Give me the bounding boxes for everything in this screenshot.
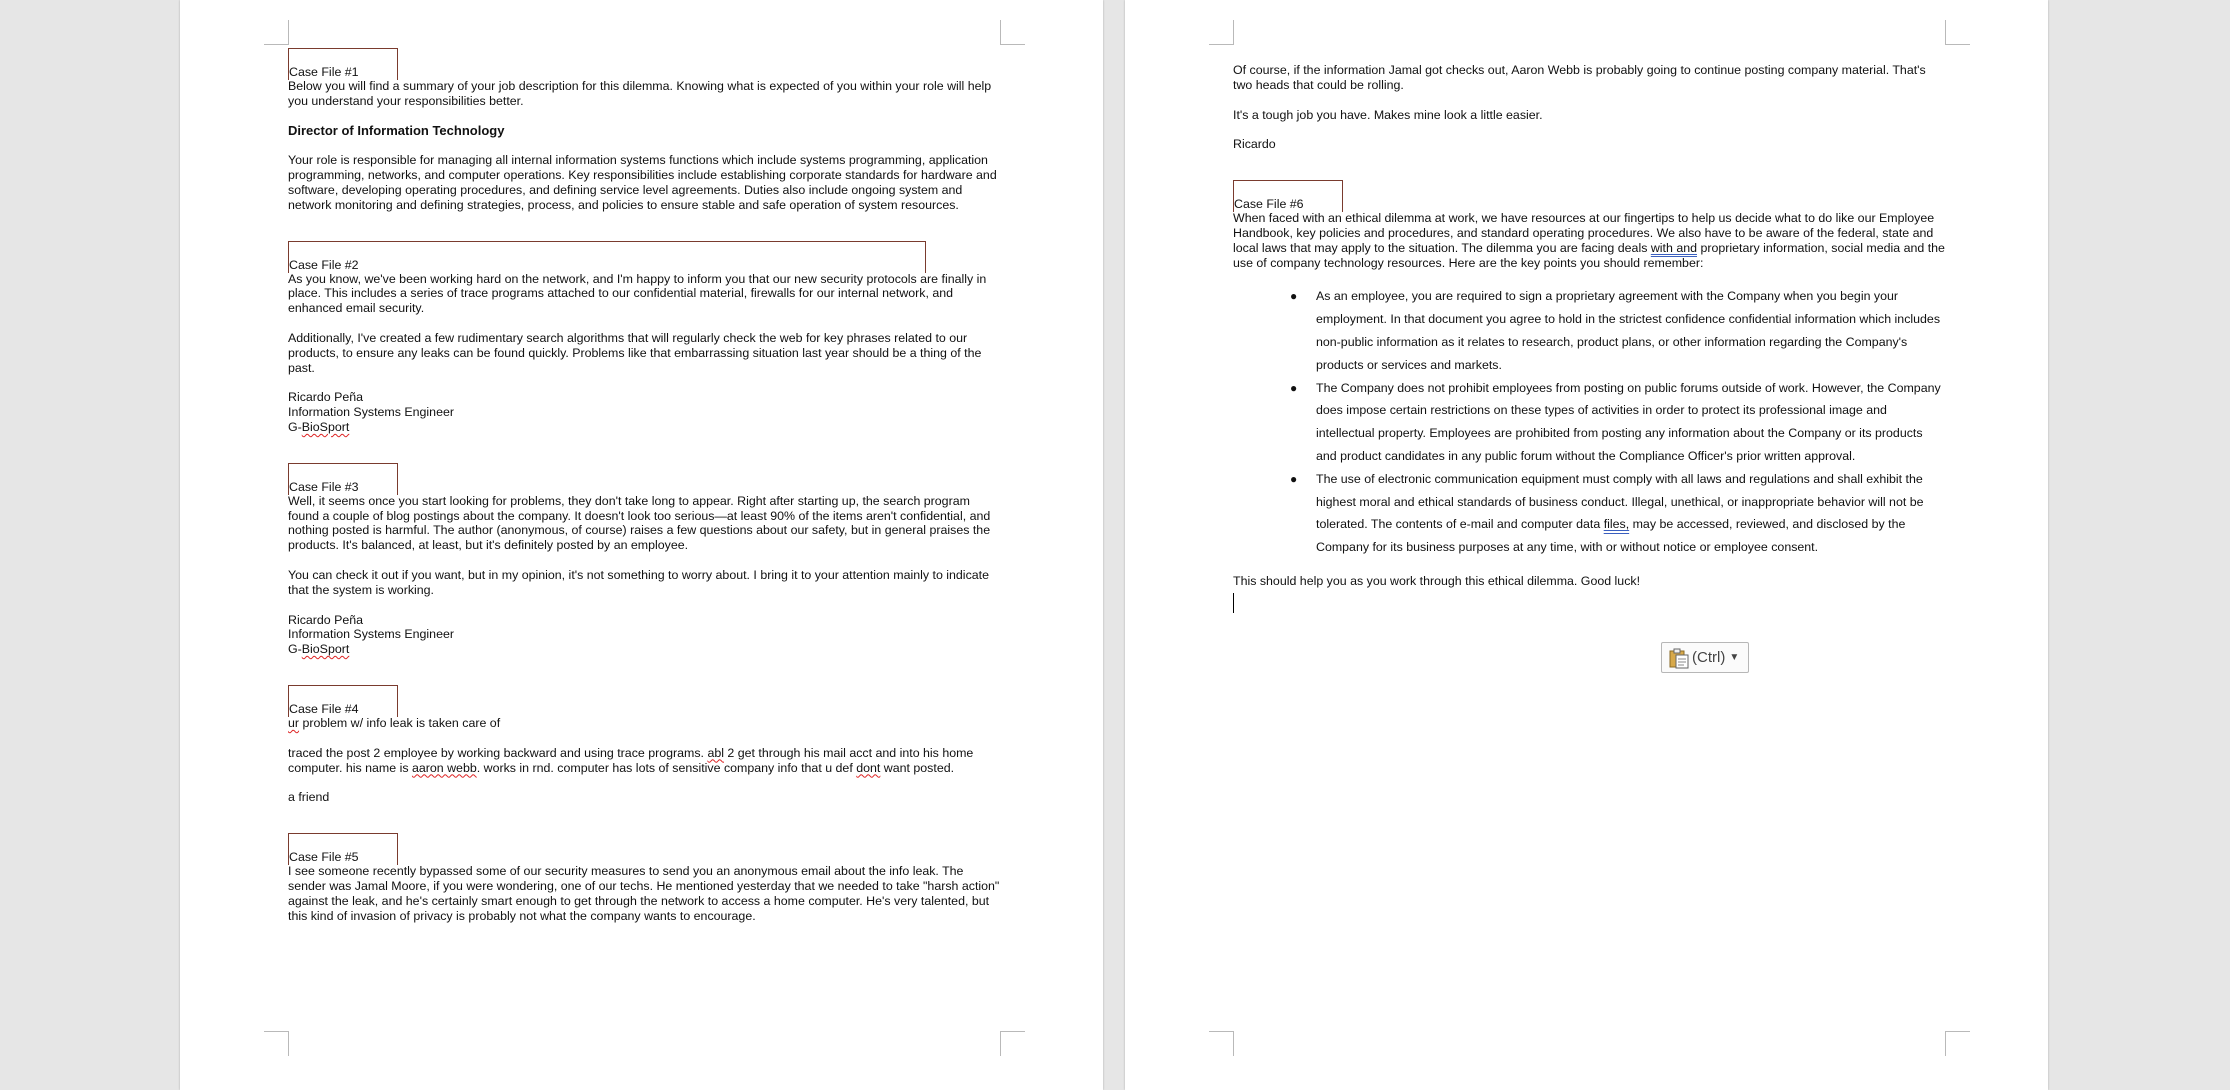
- bullet-icon: ●: [1290, 471, 1298, 486]
- bullet-icon: ●: [1290, 289, 1298, 304]
- case-file-4-label: Case File #4: [289, 701, 359, 716]
- case-5-paragraph-1: I see someone recently bypassed some of our security measures to send you an anonymous email about the info leak. The sender was Jamal Moore, if you were wondering, one of our techs. He mentioned yesterday that we needed to take "harsh action" against the leak, and he's certainly smart enough to get through the network to access a home computer. He's very talented, but this kind of invasion of privacy is probably not what the company wants to encourage.: [288, 864, 1000, 923]
- case-file-2-tab: [288, 241, 1000, 272]
- spelling-error-mark: BioSport: [301, 642, 350, 657]
- case-6-intro: When faced with an ethical dilemma at work, we have resources at our fingertips to help us decide what to do like our Employee Handbook, key policies and procedures, and standard operating procedures. We also have to be aware of the federal, state and local laws that may apply to the situation. The dilemma you are facing deals with and proprietary information, social media and the use of company technology resources. Here are the key points you should remember:: [1233, 211, 1945, 270]
- continuation-paragraph-1: Of course, if the information Jamal got checks out, Aaron Webb is probably going to continue posting company material. That's two heads that could be rolling.: [1233, 63, 1926, 92]
- chevron-down-icon: ▼: [1729, 652, 1740, 663]
- case-2-paragraph-1: As you know, we've been working hard on the network, and I'm happy to inform you that our new security protocols are finally in place. This includes a series of trace programs attached to our confidential material, firewalls for our internal network, and enhanced email security.: [288, 271, 987, 316]
- case-4-line-1: ur problem w/ info leak is taken care of: [288, 715, 501, 730]
- closing-line: This should help you as you work through this ethical dilemma. Good luck!: [1233, 573, 1641, 588]
- case-file-2-label: Case File #2: [289, 257, 359, 272]
- case-3-signature-title: Information Systems Engineer: [288, 627, 454, 642]
- crop-mark-top-right: [1945, 20, 1970, 45]
- case-2-signature-name: Ricardo Peña: [288, 390, 364, 405]
- case-2-signature-title: Information Systems Engineer: [288, 405, 454, 420]
- case-file-3-tab: [288, 463, 1000, 494]
- crop-mark-top-left: [1209, 20, 1234, 45]
- grammar-error-mark: files,: [1603, 517, 1630, 532]
- crop-mark-top-right: [1000, 20, 1025, 45]
- case-2-signature-company: G-BioSport: [288, 419, 350, 434]
- case-4-paragraph-2: traced the post 2 employee by working backward and using trace programs. abl 2 get through his mail acct and into his home computer. his name is aaron webb. works in rnd. computer has lots of sensitive company info that u def dont want posted.: [288, 745, 974, 775]
- crop-mark-bottom-right: [1945, 1031, 1970, 1056]
- key-points-list: [1233, 285, 1945, 559]
- case-1-intro: Below you will find a summary of your job description for this dilemma. Knowing what is expected of you within your role will help you understand your responsibilities better.: [288, 79, 992, 108]
- clipboard-icon: [1668, 647, 1690, 669]
- paste-options-button[interactable]: [1661, 642, 1749, 673]
- document-page-left: [180, 0, 1103, 1090]
- left-page-content[interactable]: [288, 48, 1000, 938]
- spelling-error-mark: BioSport: [301, 419, 350, 434]
- bullet-icon: ●: [1290, 380, 1298, 395]
- case-file-3-label: Case File #3: [289, 479, 359, 494]
- paste-options-label: (Ctrl): [1692, 649, 1726, 666]
- case-file-6-tab: [1233, 180, 1945, 211]
- key-point-2: ● The Company does not prohibit employees from posting on public forums outside of work. However, the Company does impose certain restrictions on these types of activities in order to protect its professional image and intellectual property. Employees are prohibited from posting any information about the Company or its products and product candidates in any public forum without the Compliance Officer's prior written approval.: [1316, 377, 1945, 468]
- case-file-6-label: Case File #6: [1234, 197, 1304, 212]
- text-cursor[interactable]: [1233, 593, 1945, 617]
- case-file-4-tab: [288, 685, 1000, 716]
- case-3-signature-name: Ricardo Peña: [288, 612, 364, 627]
- role-description: Your role is responsible for managing all internal information systems functions which include systems programming, application programming, networks, and computer operations. Key responsibilities include establishing corporate standards for hardware and software, developing operating procedures, and defining service level agreements. Duties also include ongoing system and network monitoring and defining strategies, process, and policies to ensure stable and safe operation of system resources.: [288, 153, 997, 212]
- role-title: Director of Information Technology: [288, 122, 505, 138]
- case-3-paragraph-1: Well, it seems once you start looking for problems, they don't take long to appear. Right after starting up, the search program found a couple of blog postings about the company. It doesn't look too serious—at least 90% of the items aren't confidential, and nothing posted is harmful. The author (anonymous, of course) raises a few questions about our safety, but in general praises the products. It's balanced, at least, but it's definitely posted by an employee.: [288, 493, 991, 553]
- continuation-paragraph-2: It's a tough job you have. Makes mine look a little easier.: [1233, 107, 1543, 122]
- right-page-content[interactable]: [1233, 63, 1945, 617]
- case-3-signature-company: G-BioSport: [288, 642, 350, 657]
- case-4-signature: a friend: [288, 790, 330, 805]
- case-3-paragraph-2: You can check it out if you want, but in my opinion, it's not something to worry about. I bring it to your attention mainly to indicate that the system is working.: [288, 567, 989, 597]
- crop-mark-bottom-left: [1209, 1031, 1234, 1056]
- case-file-1-tab: [288, 48, 1000, 79]
- case-file-5-tab: [288, 833, 1000, 864]
- case-file-5-label: Case File #5: [289, 850, 359, 865]
- crop-mark-bottom-left: [264, 1031, 289, 1056]
- crop-mark-bottom-right: [1000, 1031, 1025, 1056]
- key-point-3: ● The use of electronic communication equipment must comply with all laws and regulations and shall exhibit the highest moral and ethical standards of business conduct. Illegal, unethical, or inappropriate behavior will not be tolerated. The contents of e-mail and computer data files, may be accessed, reviewed, and disclosed by the Company for its business purposes at any time, with or without notice or employee consent.: [1316, 468, 1945, 559]
- continuation-signature: Ricardo: [1233, 137, 1276, 152]
- grammar-error-mark: with and: [1650, 240, 1697, 255]
- case-2-paragraph-2: Additionally, I've created a few rudimentary search algorithms that will regularly check the web for key phrases related to our products, to ensure any leaks can be found quickly. Problems like that embarrassing situation last year should be a thing of the past.: [288, 330, 982, 375]
- crop-mark-top-left: [264, 20, 289, 45]
- document-page-right: [1125, 0, 2048, 1090]
- key-point-1: ● As an employee, you are required to sign a proprietary agreement with the Company when you begin your employment. In that document you agree to hold in the strictest confidence confidential information which includes non-public information as it relates to research, product plans, or other information regarding the Company's products or services and markets.: [1316, 285, 1945, 376]
- case-file-1-label: Case File #1: [289, 65, 359, 79]
